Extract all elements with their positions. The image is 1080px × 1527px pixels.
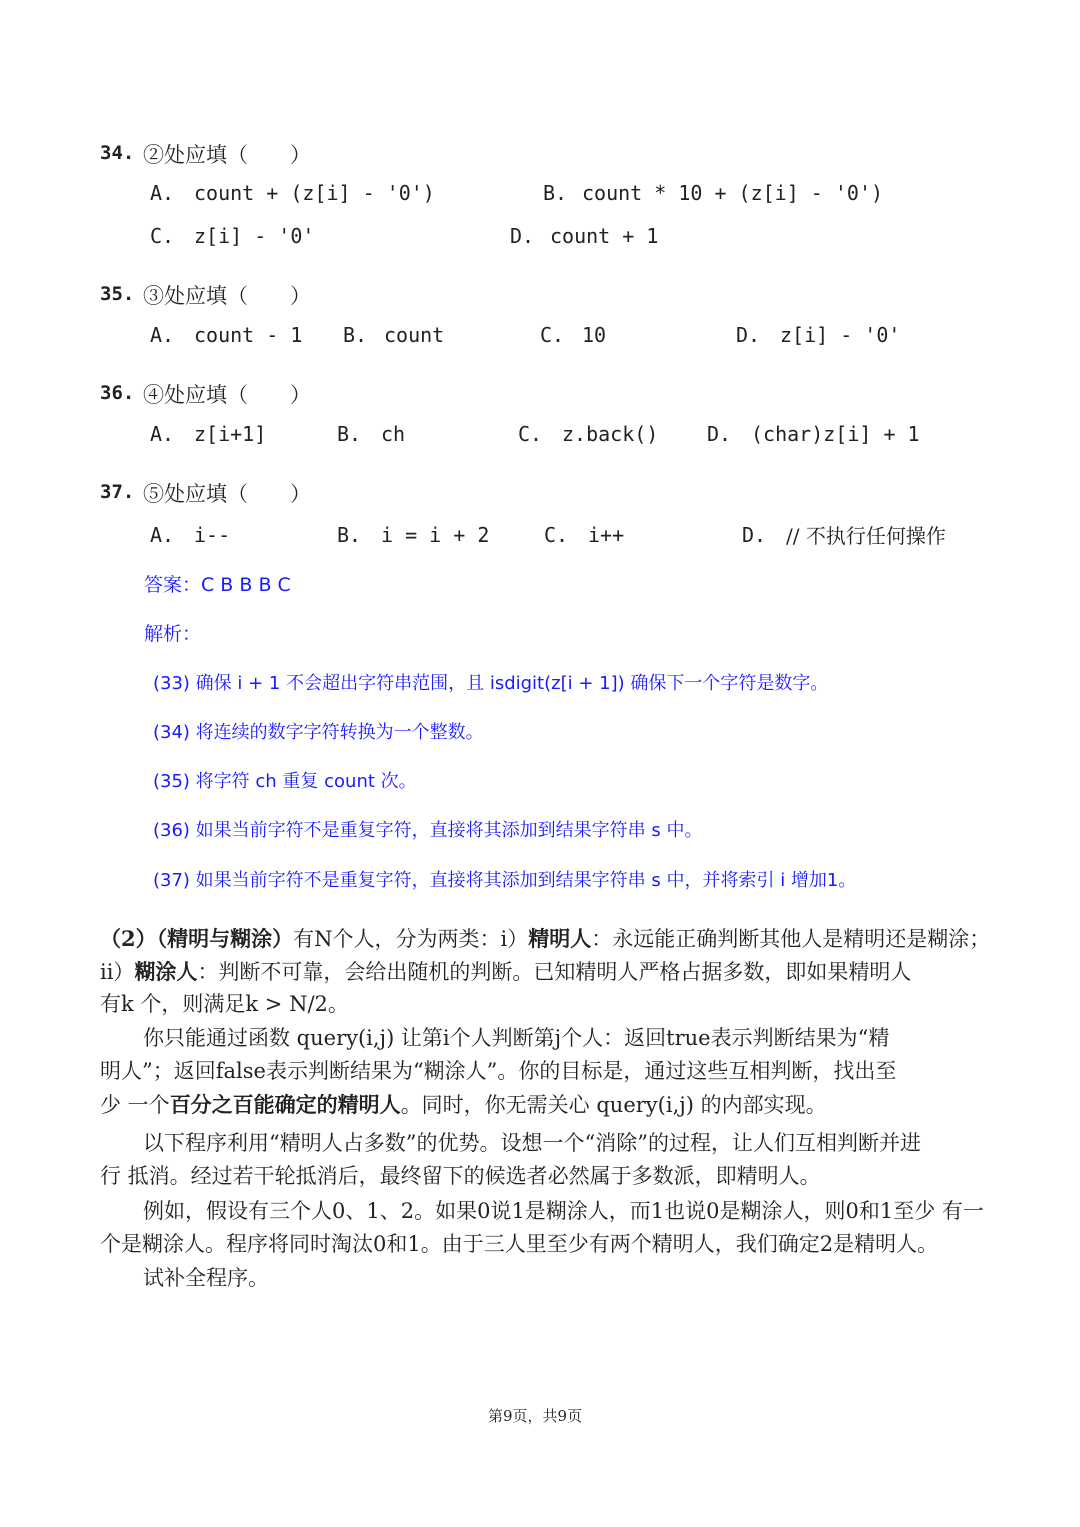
q36-option-c: z.back() bbox=[562, 422, 659, 446]
problem-paragraph-1-line-2 bbox=[100, 955, 911, 989]
q34-option-c-label: C. bbox=[150, 224, 175, 248]
problem-paragraph-3-line-2: 行 抵消。经过若干轮抵消后，最终留下的候选者必然属于多数派，即精明人。 bbox=[100, 1164, 821, 1188]
q35-option-b-label: B. bbox=[343, 323, 368, 347]
analysis-item-34: (34) 将连续的数字字符转换为一个整数。 bbox=[153, 722, 484, 743]
q35-option-a: count - 1 bbox=[194, 323, 303, 347]
problem-paragraph-4-line-1: 例如，假设有三个人0、1、2。如果0说1是糊涂人，而1也说0是糊涂人，则0和1至少 有一 bbox=[143, 1199, 984, 1223]
problem-text: 少 一个 bbox=[100, 1093, 170, 1117]
q35-option-b: count bbox=[384, 323, 445, 347]
q35-number: 35. bbox=[100, 283, 135, 305]
q37-option-b: i = i + 2 bbox=[381, 523, 490, 547]
q34-option-c: z[i] - '0' bbox=[194, 224, 315, 248]
q37-option-c-label: C. bbox=[544, 523, 569, 547]
q34-stem: ②处应填（ ） bbox=[143, 143, 311, 167]
q35-option-c-label: C. bbox=[540, 323, 565, 347]
problem-paragraph-2-line-2: 明人”；返回false表示判断结果为“糊涂人”。你的目标是，通过这些互相判断，找出至 bbox=[100, 1059, 897, 1083]
answer-line: 答案：C B B B C bbox=[144, 574, 291, 596]
q36-stem: ④处应填（ ） bbox=[143, 383, 311, 407]
q37-option-c: i++ bbox=[588, 523, 625, 547]
q35-option-c: 10 bbox=[582, 323, 607, 347]
q36-option-a-label: A. bbox=[150, 422, 175, 446]
q36-option-b: ch bbox=[381, 422, 406, 446]
problem-text: 有N个人，分为两类：i） bbox=[293, 927, 529, 951]
q35-stem: ③处应填（ ） bbox=[143, 284, 311, 308]
q37-option-d-label: D. bbox=[742, 523, 767, 547]
q36-option-c-label: C. bbox=[518, 422, 543, 446]
emphasis-certain-smart: 百分之百能确定的精明人 bbox=[169, 1092, 401, 1117]
q36-option-d: (char)z[i] + 1 bbox=[751, 422, 920, 446]
problem-paragraph-5: 试补全程序。 bbox=[143, 1266, 269, 1290]
problem-paragraph-4-line-2: 个是糊涂人。程序将同时淘汰0和1。由于三人里至少有两个精明人，我们确定2是精明人。 bbox=[100, 1232, 939, 1256]
q37-option-b-label: B. bbox=[337, 523, 362, 547]
analysis-item-36: (36) 如果当前字符不是重复字符，直接将其添加到结果字符串 s 中。 bbox=[153, 820, 703, 841]
problem-paragraph-3-line-1: 以下程序利用“精明人占多数”的优势。设想一个“消除”的过程，让人们互相判断并进 bbox=[143, 1131, 921, 1155]
analysis-item-37: (37) 如果当前字符不是重复字符，直接将其添加到结果字符串 s 中，并将索引 i 增加1。 bbox=[153, 870, 857, 891]
problem-paragraph-1-line-3: 有k 个，则满足k > N/2。 bbox=[100, 992, 349, 1016]
q37-option-a-label: A. bbox=[150, 523, 175, 547]
q34-option-b: count * 10 + (z[i] - '0') bbox=[582, 181, 884, 205]
q34-option-a-label: A. bbox=[150, 181, 175, 205]
term-fool: 糊涂人 bbox=[134, 959, 198, 984]
problem-text: ：永远能正确判断其他人是精明还是糊涂； bbox=[591, 927, 991, 951]
q37-number: 37. bbox=[100, 481, 135, 503]
problem-paragraph-2-line-3 bbox=[100, 1088, 827, 1122]
q37-stem: ⑤处应填（ ） bbox=[143, 482, 311, 506]
analysis-item-35: (35) 将字符 ch 重复 count 次。 bbox=[153, 771, 417, 792]
q36-number: 36. bbox=[100, 382, 135, 404]
term-smart: 精明人 bbox=[528, 926, 592, 951]
q36-option-b-label: B. bbox=[337, 422, 362, 446]
q34-option-a: count + (z[i] - '0') bbox=[194, 181, 435, 205]
analysis-item-33: (33) 确保 i + 1 不会超出字符串范围，且 isdigit(z[i + 1]) 确保下一个字符是数字。 bbox=[153, 673, 829, 694]
page-footer: 第9页，共9页 bbox=[488, 1407, 583, 1425]
q35-option-d-label: D. bbox=[736, 323, 761, 347]
q35-option-d: z[i] - '0' bbox=[780, 323, 901, 347]
q37-option-a: i-- bbox=[194, 523, 231, 547]
problem-heading: （2）（精明与糊涂） bbox=[100, 926, 294, 951]
q34-option-d-label: D. bbox=[510, 224, 535, 248]
q36-option-d-label: D. bbox=[707, 422, 732, 446]
problem-text: ii） bbox=[100, 960, 135, 984]
q35-option-a-label: A. bbox=[150, 323, 175, 347]
q36-option-a: z[i+1] bbox=[194, 422, 267, 446]
problem-paragraph-2-line-1: 你只能通过函数 query(i,j) 让第i个人判断第j个人：返回true表示判断结果为“精 bbox=[143, 1026, 890, 1050]
problem-paragraph-1-line-1 bbox=[100, 922, 990, 956]
problem-text: 。同时，你无需关心 query(i,j) 的内部实现。 bbox=[400, 1093, 827, 1117]
q37-option-d: // 不执行任何操作 bbox=[786, 524, 946, 548]
q34-number: 34. bbox=[100, 142, 135, 164]
q34-option-b-label: B. bbox=[543, 181, 568, 205]
q34-option-d: count + 1 bbox=[550, 224, 659, 248]
problem-text: ：判断不可靠，会给出随机的判断。已知精明人严格占据多数，即如果精明人 bbox=[197, 960, 912, 984]
analysis-label: 解析： bbox=[144, 623, 202, 645]
